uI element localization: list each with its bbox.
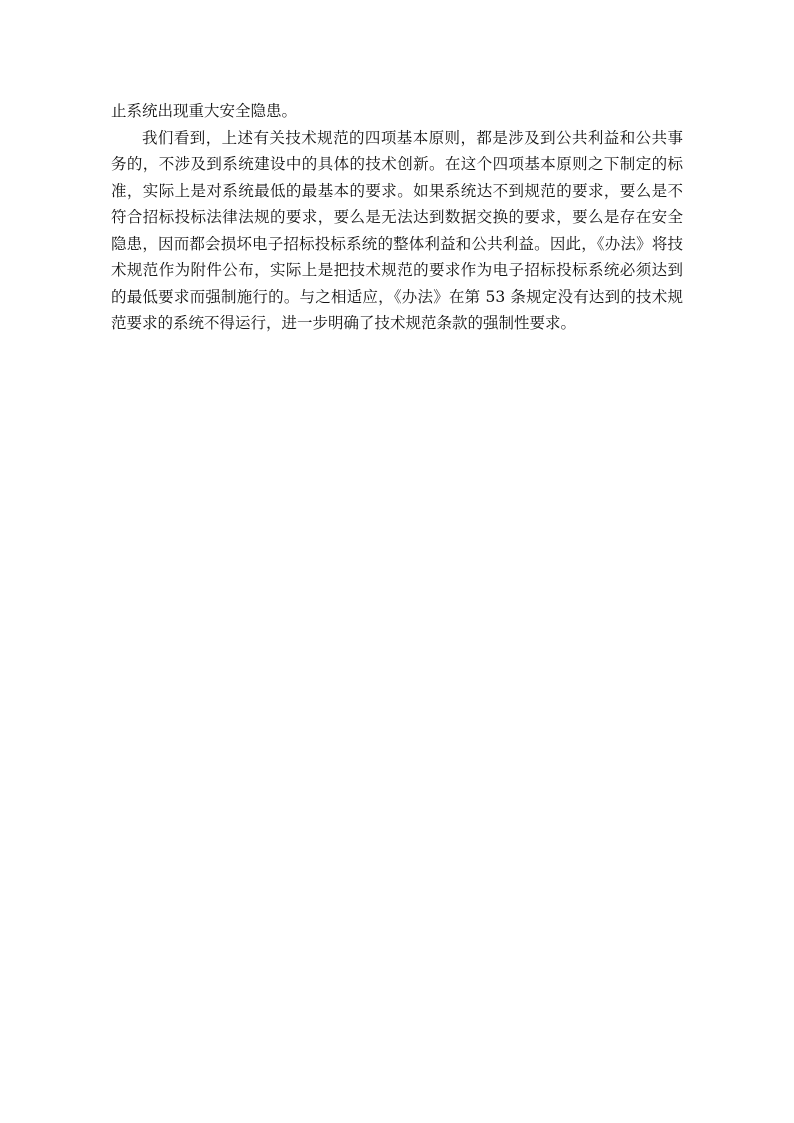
paragraph-continuation: 止系统出现重大安全隐患。 [111,102,298,120]
document-body [111,98,683,337]
paragraph-technical-standards: 我们看到，上述有关技术规范的四项基本原则，都是涉及到公共利益和公共事务的，不涉及到系统建设中的具体的技术创新。在这个四项基本原则之下制定的标准，实际上是对系统最低的最基本的要求。如果系统达不到规范的要求，要么是不符合招标投标法律法规的要求，要么是无法达到数据交换的要求，要么是存在安全隐患，因而都会损坏电子招标投标系统的整体利益和公共利益。因此，《办法》将技术规范作为附件公布，实际上是把技术规范的要求作为电子招标投标系统必须达到的最低要求而强制施行的。与之相适应，《办法》在第 53 条规定没有达到的技术规范要求的系统不得运行，进一步明确了技术规范条款的强制性要求。 [111,128,683,332]
